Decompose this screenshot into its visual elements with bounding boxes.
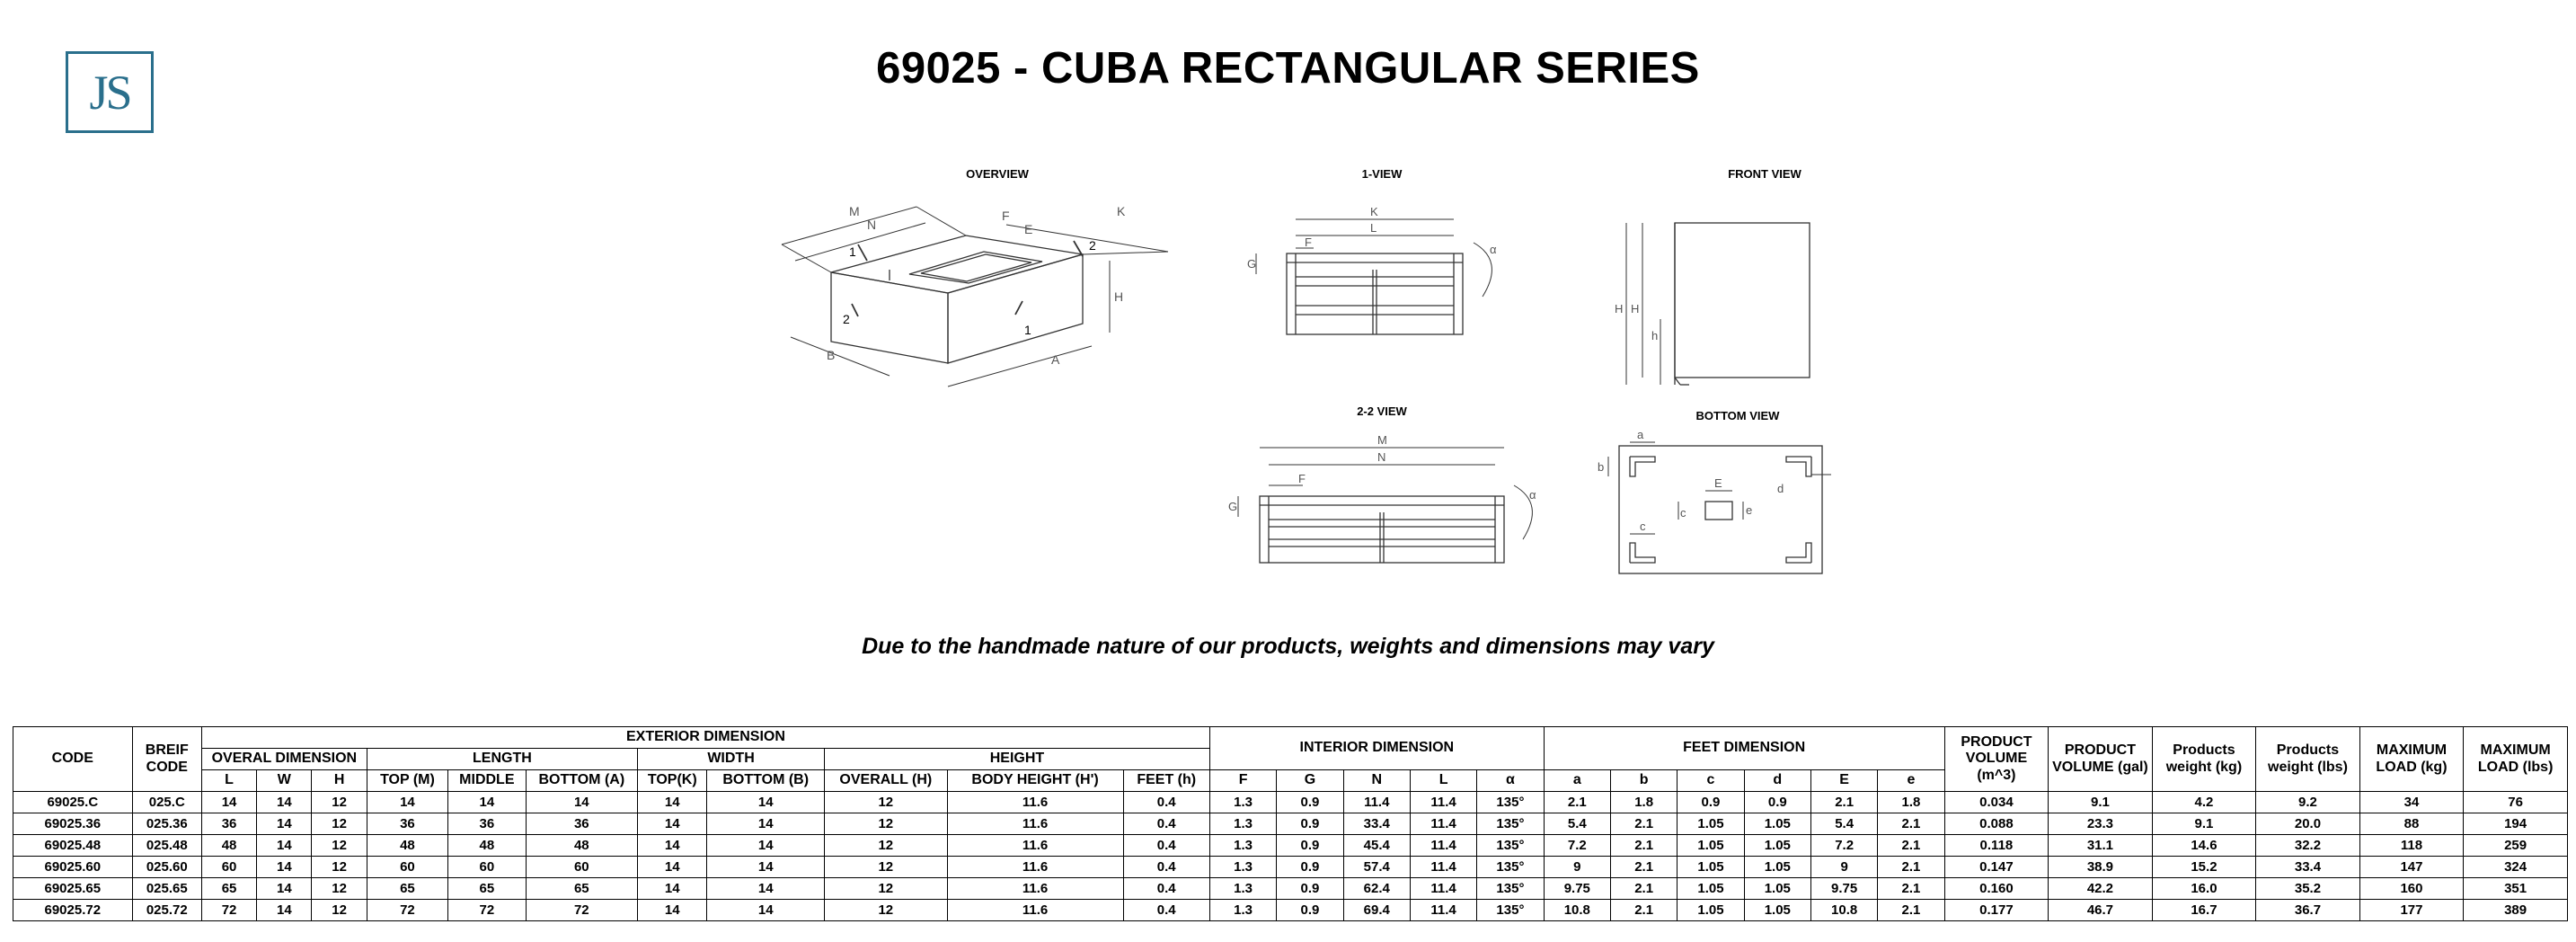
col-max-load-kg: MAXIMUM LOAD (kg): [2359, 727, 2464, 792]
table-cell: 0.4: [1123, 900, 1209, 921]
col-int-alpha: α: [1477, 770, 1544, 792]
table-cell: 9.2: [2256, 792, 2360, 813]
table-cell: 11.4: [1410, 813, 1476, 835]
specs-table: [13, 726, 2568, 921]
table-cell: 1.05: [1744, 835, 1810, 857]
svg-text:d: d: [1777, 482, 1784, 495]
table-cell: 5.4: [1810, 813, 1877, 835]
table-cell: 025.60: [132, 857, 201, 878]
table-cell: 14: [707, 835, 825, 857]
table-cell: 0.4: [1123, 878, 1209, 900]
table-cell: 0.9: [1277, 835, 1343, 857]
table-cell: 1.05: [1744, 857, 1810, 878]
table-cell: 57.4: [1343, 857, 1410, 878]
col-L: L: [201, 770, 256, 792]
table-cell: 34: [2359, 792, 2464, 813]
col-max-load-lbs: MAXIMUM LOAD (lbs): [2464, 727, 2568, 792]
col-int-F: F: [1209, 770, 1276, 792]
table-cell: 2.1: [1544, 792, 1610, 813]
col-feet-c: c: [1677, 770, 1744, 792]
table-cell: 0.9: [1677, 792, 1744, 813]
table-cell: 76: [2464, 792, 2568, 813]
col-feet-e: e: [1878, 770, 1944, 792]
table-cell: 48: [448, 835, 526, 857]
table-cell: 1.3: [1209, 857, 1276, 878]
table-cell: 36: [201, 813, 256, 835]
table-cell: 14: [257, 792, 312, 813]
table-cell: 14: [707, 900, 825, 921]
table-cell: 1.3: [1209, 813, 1276, 835]
svg-text:1: 1: [1024, 323, 1031, 337]
group-height: HEIGHT: [825, 749, 1210, 770]
table-cell: 0.9: [1277, 792, 1343, 813]
table-cell: 9.1: [2049, 792, 2153, 813]
table-cell: 33.4: [2256, 857, 2360, 878]
table-cell: 2.1: [1610, 900, 1677, 921]
table-cell: 14: [638, 857, 707, 878]
table-cell: 14: [707, 878, 825, 900]
col-weight-kg: Products weight (kg): [2152, 727, 2256, 792]
table-cell: 0.4: [1123, 835, 1209, 857]
table-cell: 60: [448, 857, 526, 878]
table-cell: 0.034: [1944, 792, 2049, 813]
svg-text:A: A: [1051, 352, 1060, 367]
table-cell: 177: [2359, 900, 2464, 921]
table-cell: 1.05: [1677, 878, 1744, 900]
table-cell: 1.05: [1744, 878, 1810, 900]
table-cell: 65: [201, 878, 256, 900]
table-cell: 0.9: [1744, 792, 1810, 813]
one-view-drawing: [1247, 205, 1497, 334]
table-cell: 1.05: [1744, 813, 1810, 835]
table-row: [13, 900, 2568, 921]
col-bottom-b: BOTTOM (B): [707, 770, 825, 792]
table-cell: 12: [312, 857, 367, 878]
table-cell: 33.4: [1343, 813, 1410, 835]
svg-text:F: F: [1002, 209, 1010, 223]
svg-text:H: H: [1114, 289, 1124, 304]
table-cell: 025.65: [132, 878, 201, 900]
table-cell: 1.8: [1610, 792, 1677, 813]
svg-text:F: F: [1298, 472, 1306, 485]
svg-text:2: 2: [843, 312, 850, 326]
table-cell: 11.6: [947, 835, 1123, 857]
table-cell: 9: [1810, 857, 1877, 878]
table-cell: 9: [1544, 857, 1610, 878]
table-cell: 2.1: [1610, 857, 1677, 878]
table-cell: 65: [448, 878, 526, 900]
table-cell: 14.6: [2152, 835, 2256, 857]
table-cell: 12: [825, 835, 948, 857]
svg-text:E: E: [1024, 222, 1033, 236]
table-cell: 9.75: [1810, 878, 1877, 900]
table-cell: 1.8: [1878, 792, 1944, 813]
table-cell: 72: [448, 900, 526, 921]
table-cell: 025.36: [132, 813, 201, 835]
col-feet-a: a: [1544, 770, 1610, 792]
table-cell: 10.8: [1810, 900, 1877, 921]
table-cell: 1.3: [1209, 835, 1276, 857]
table-cell: 60: [201, 857, 256, 878]
svg-text:e: e: [1746, 503, 1753, 517]
table-cell: 14: [526, 792, 638, 813]
table-row: [13, 857, 2568, 878]
table-cell: 42.2: [2049, 878, 2153, 900]
front-view-label: FRONT VIEW: [1728, 167, 1801, 181]
table-cell: 36.7: [2256, 900, 2360, 921]
table-cell: 14: [257, 835, 312, 857]
svg-text:K: K: [1117, 204, 1126, 218]
table-cell: 2.1: [1610, 835, 1677, 857]
table-cell: 15.2: [2152, 857, 2256, 878]
svg-text:H: H: [1615, 302, 1624, 315]
svg-text:2: 2: [1089, 238, 1096, 253]
table-cell: 14: [257, 813, 312, 835]
col-feet-b: b: [1610, 770, 1677, 792]
table-cell: 12: [312, 813, 367, 835]
table-cell: 69025.72: [13, 900, 133, 921]
table-cell: 46.7: [2049, 900, 2153, 921]
col-volume-m3: PRODUCT VOLUME (m^3): [1944, 727, 2049, 792]
table-cell: 14: [638, 900, 707, 921]
table-cell: 11.6: [947, 900, 1123, 921]
table-cell: 1.05: [1677, 813, 1744, 835]
svg-text:h: h: [1651, 329, 1659, 342]
svg-text:a: a: [1637, 428, 1644, 441]
table-cell: 12: [312, 900, 367, 921]
col-W: W: [257, 770, 312, 792]
table-cell: 14: [367, 792, 447, 813]
col-int-N: N: [1343, 770, 1410, 792]
table-cell: 2.1: [1610, 878, 1677, 900]
table-cell: 48: [201, 835, 256, 857]
group-interior: INTERIOR DIMENSION: [1209, 727, 1544, 770]
table-cell: 72: [201, 900, 256, 921]
table-cell: 1.3: [1209, 878, 1276, 900]
col-brief-code: BREIF CODE: [132, 727, 201, 792]
table-cell: 2.1: [1810, 792, 1877, 813]
col-bottom-a: BOTTOM (A): [526, 770, 638, 792]
overview-label: OVERVIEW: [966, 167, 1029, 181]
table-cell: 72: [526, 900, 638, 921]
table-cell: 025.48: [132, 835, 201, 857]
two-two-view-drawing: [1228, 433, 1536, 563]
table-cell: 1.05: [1677, 857, 1744, 878]
table-cell: 88: [2359, 813, 2464, 835]
table-cell: 14: [257, 857, 312, 878]
table-cell: 69025.C: [13, 792, 133, 813]
svg-text:N: N: [867, 218, 877, 232]
table-row: [13, 813, 2568, 835]
table-cell: 14: [707, 792, 825, 813]
table-cell: 14: [707, 857, 825, 878]
table-cell: 0.4: [1123, 792, 1209, 813]
table-cell: 69025.65: [13, 878, 133, 900]
svg-text:1: 1: [849, 244, 856, 259]
table-cell: 38.9: [2049, 857, 2153, 878]
svg-text:G: G: [1247, 257, 1257, 271]
table-cell: 12: [312, 835, 367, 857]
table-cell: 69025.60: [13, 857, 133, 878]
table-cell: 0.160: [1944, 878, 2049, 900]
col-overall-h: OVERALL (H): [825, 770, 948, 792]
table-cell: 324: [2464, 857, 2568, 878]
table-cell: 14: [257, 900, 312, 921]
table-cell: 025.C: [132, 792, 201, 813]
table-cell: 0.118: [1944, 835, 2049, 857]
table-cell: 14: [638, 792, 707, 813]
group-exterior: EXTERIOR DIMENSION: [201, 727, 1209, 749]
table-cell: 1.05: [1744, 900, 1810, 921]
table-cell: 45.4: [1343, 835, 1410, 857]
header-row-1: [13, 727, 2568, 749]
table-cell: 12: [825, 792, 948, 813]
disclaimer-note: Due to the handmade nature of our products, weights and dimensions may vary: [862, 634, 1714, 659]
table-cell: 118: [2359, 835, 2464, 857]
two-two-view-label: 2-2 VIEW: [1357, 404, 1407, 418]
table-cell: 1.05: [1677, 900, 1744, 921]
group-length: LENGTH: [367, 749, 637, 770]
col-H: H: [312, 770, 367, 792]
svg-text:α: α: [1529, 488, 1536, 502]
table-cell: 0.9: [1277, 900, 1343, 921]
svg-text:H: H: [1631, 302, 1640, 315]
table-cell: 62.4: [1343, 878, 1410, 900]
table-cell: 147: [2359, 857, 2464, 878]
col-top-k: TOP(K): [638, 770, 707, 792]
col-code: CODE: [13, 727, 133, 792]
table-cell: 2.1: [1610, 813, 1677, 835]
table-cell: 14: [448, 792, 526, 813]
table-cell: 14: [201, 792, 256, 813]
table-cell: 20.0: [2256, 813, 2360, 835]
table-row: [13, 878, 2568, 900]
svg-text:F: F: [1305, 236, 1312, 249]
table-cell: 135°: [1477, 813, 1544, 835]
table-cell: 9.75: [1544, 878, 1610, 900]
table-cell: 4.2: [2152, 792, 2256, 813]
table-cell: 7.2: [1544, 835, 1610, 857]
overview-drawing: [782, 204, 1168, 387]
table-row: [13, 792, 2568, 813]
table-cell: 2.1: [1878, 900, 1944, 921]
table-cell: 10.8: [1544, 900, 1610, 921]
table-cell: 2.1: [1878, 857, 1944, 878]
table-cell: 12: [825, 900, 948, 921]
table-cell: 12: [825, 813, 948, 835]
table-cell: 12: [312, 878, 367, 900]
table-cell: 11.4: [1410, 835, 1476, 857]
group-overall: OVERAL DIMENSION: [201, 749, 367, 770]
table-cell: 9.1: [2152, 813, 2256, 835]
table-cell: 14: [638, 878, 707, 900]
front-view-drawing: [1615, 223, 1810, 385]
col-feet-h: FEET (h): [1123, 770, 1209, 792]
table-cell: 0.9: [1277, 878, 1343, 900]
table-cell: 16.0: [2152, 878, 2256, 900]
table-cell: 72: [367, 900, 447, 921]
col-weight-lbs: Products weight (lbs): [2256, 727, 2360, 792]
svg-text:E: E: [1714, 476, 1722, 490]
table-cell: 36: [526, 813, 638, 835]
col-int-L: L: [1410, 770, 1476, 792]
svg-text:B: B: [827, 348, 836, 362]
table-cell: 0.4: [1123, 813, 1209, 835]
svg-text:L: L: [1370, 221, 1377, 235]
col-int-G: G: [1277, 770, 1343, 792]
col-feet-d: d: [1744, 770, 1810, 792]
svg-text:c: c: [1680, 506, 1686, 520]
table-cell: 1.05: [1677, 835, 1744, 857]
table-cell: 11.6: [947, 813, 1123, 835]
svg-text:M: M: [849, 204, 860, 218]
table-cell: 0.9: [1277, 857, 1343, 878]
table-cell: 194: [2464, 813, 2568, 835]
table-cell: 11.6: [947, 857, 1123, 878]
table-cell: 65: [526, 878, 638, 900]
group-width: WIDTH: [638, 749, 825, 770]
table-cell: 12: [312, 792, 367, 813]
table-cell: 35.2: [2256, 878, 2360, 900]
table-cell: 0.147: [1944, 857, 2049, 878]
table-cell: 11.6: [947, 878, 1123, 900]
table-cell: 0.177: [1944, 900, 2049, 921]
svg-text:K: K: [1370, 205, 1378, 218]
table-cell: 11.4: [1343, 792, 1410, 813]
page-title: 69025 - CUBA RECTANGULAR SERIES: [876, 44, 1700, 93]
table-cell: 025.72: [132, 900, 201, 921]
table-cell: 14: [638, 835, 707, 857]
table-row: [13, 835, 2568, 857]
table-cell: 389: [2464, 900, 2568, 921]
brand-logo: JS: [66, 51, 154, 133]
table-cell: 60: [367, 857, 447, 878]
one-view-label: 1-VIEW: [1361, 167, 1403, 181]
col-top-m: TOP (M): [367, 770, 447, 792]
svg-text:c: c: [1640, 520, 1646, 533]
table-cell: 31.1: [2049, 835, 2153, 857]
table-cell: 12: [825, 878, 948, 900]
table-cell: 14: [707, 813, 825, 835]
table-cell: 2.1: [1878, 878, 1944, 900]
svg-text:M: M: [1377, 433, 1387, 447]
table-cell: 0.9: [1277, 813, 1343, 835]
table-cell: 0.4: [1123, 857, 1209, 878]
col-feet-E: E: [1810, 770, 1877, 792]
table-cell: 11.6: [947, 792, 1123, 813]
table-cell: 2.1: [1878, 813, 1944, 835]
table-cell: 135°: [1477, 900, 1544, 921]
col-body-height: BODY HEIGHT (H'): [947, 770, 1123, 792]
table-cell: 135°: [1477, 792, 1544, 813]
table-cell: 69025.48: [13, 835, 133, 857]
group-feet: FEET DIMENSION: [1544, 727, 1944, 770]
table-cell: 11.4: [1410, 900, 1476, 921]
table-cell: 48: [526, 835, 638, 857]
svg-text:α: α: [1490, 243, 1497, 256]
table-cell: 351: [2464, 878, 2568, 900]
bottom-view-drawing: [1598, 428, 1831, 573]
table-cell: 1.3: [1209, 900, 1276, 921]
specs-table-body: [13, 792, 2568, 921]
table-cell: 32.2: [2256, 835, 2360, 857]
col-volume-gal: PRODUCT VOLUME (gal): [2049, 727, 2153, 792]
svg-text:G: G: [1228, 500, 1238, 513]
table-cell: 16.7: [2152, 900, 2256, 921]
table-cell: 11.4: [1410, 878, 1476, 900]
table-cell: 0.088: [1944, 813, 2049, 835]
bottom-view-label: BOTTOM VIEW: [1695, 409, 1780, 422]
table-cell: 69.4: [1343, 900, 1410, 921]
table-cell: 1.3: [1209, 792, 1276, 813]
table-cell: 69025.36: [13, 813, 133, 835]
table-cell: 7.2: [1810, 835, 1877, 857]
table-cell: 60: [526, 857, 638, 878]
table-cell: 23.3: [2049, 813, 2153, 835]
svg-text:N: N: [1377, 450, 1386, 464]
table-cell: 36: [367, 813, 447, 835]
table-cell: 135°: [1477, 857, 1544, 878]
table-cell: 11.4: [1410, 857, 1476, 878]
svg-text:b: b: [1598, 460, 1605, 474]
table-cell: 2.1: [1878, 835, 1944, 857]
table-cell: 160: [2359, 878, 2464, 900]
table-cell: 48: [367, 835, 447, 857]
table-cell: 135°: [1477, 878, 1544, 900]
table-cell: 11.4: [1410, 792, 1476, 813]
table-cell: 36: [448, 813, 526, 835]
table-cell: 5.4: [1544, 813, 1610, 835]
table-cell: 259: [2464, 835, 2568, 857]
table-cell: 14: [257, 878, 312, 900]
col-middle: MIDDLE: [448, 770, 526, 792]
table-cell: 135°: [1477, 835, 1544, 857]
table-cell: 14: [638, 813, 707, 835]
table-cell: 12: [825, 857, 948, 878]
table-cell: 65: [367, 878, 447, 900]
